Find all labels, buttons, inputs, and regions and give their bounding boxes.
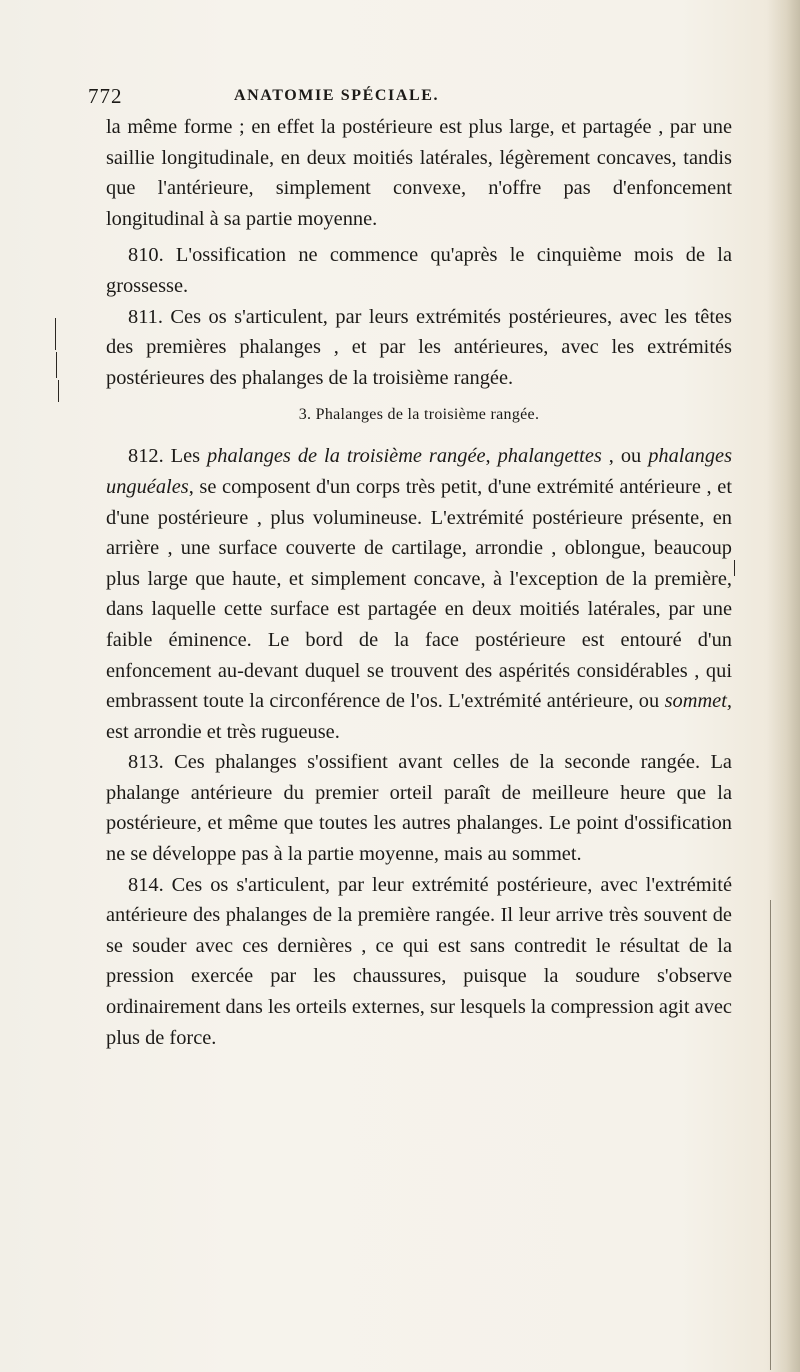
p812-number: 812. Les <box>128 445 208 468</box>
p812-text: , se composent d'un corps très petit, d'une extrémité antérieure , et d'une postérieure , plus volumineuse. L'extrémité postérieure présente, en arrière , une surface couverte de cartilage, arrondie , oblongue, beaucoup plus large que haute, et simplement concave, à l'exception de la première, dans laquelle cette surface est partagée en deux moitiés latérales, par une faible éminence. Le bord de la face postérieure est entouré d'un enfoncement au-devant duquel se trouvent des aspérités considérables , qui embrassent toute la circonférence de l'os. L'extrémité antérieure, ou <box>106 475 732 713</box>
p812-italic-term: phalangettes <box>497 445 602 468</box>
p812-italic-term: sommet, <box>664 690 732 713</box>
paragraph-813: 813. Ces phalanges s'ossifient avant celles de la seconde rangée. La phalange antérieure du premier orteil paraît de meilleure heure que la postérieure, et même que toutes les autres phalanges. Le point d'ossification ne se développe pas à la partie moyenne, mais au sommet. <box>106 751 732 866</box>
section-title: 3. Phalanges de la troisième rangée. <box>298 406 540 424</box>
p812-italic-term: phalanges unguéales <box>106 445 733 498</box>
margin-mark <box>56 352 57 378</box>
page-edge-shadow <box>766 0 800 1372</box>
margin-mark <box>58 380 59 402</box>
paragraph-continuation: la même forme ; en effet la postérieure est plus large, et partagée , par une saillie longitudinale, en deux moitiés latérales, légèrement concaves, tandis que l'antérieure, simplement convexe, n'offre pas d'enfoncement longitudinal à sa partie moyenne. <box>106 116 732 230</box>
margin-mark <box>770 900 771 1370</box>
p812-text: est arrondie et très rugueuse. <box>106 720 340 743</box>
page-header <box>88 84 728 110</box>
paragraph-814: 814. Ces os s'articulent, par leur extrémité postérieure, avec l'extrémité antérieure des phalanges de la première rangée. Il leur arrive très souvent de se souder avec ces dernières , ce qui est sans contredit le résultat de la pression exercée par les chaussures, puisque la soudure s'observe ordinairement dans les orteils externes, sur lesquels la compression agit avec plus de force. <box>106 873 732 1049</box>
p812-separator: , ou <box>601 445 649 468</box>
p812-separator: , <box>485 445 498 468</box>
body-text <box>106 112 732 1053</box>
paragraph-811: 811. Ces os s'articulent, par leurs extrémités postérieures, avec les têtes des premières phalanges , et par les antérieures, avec les extrémités postérieures des phalanges de la troisième rangée. <box>106 305 732 389</box>
p812-italic-term: phalanges de la troisième rangée <box>207 445 486 468</box>
running-head: ANATOMIE SPÉCIALE. <box>234 87 440 104</box>
paragraph-812 <box>106 441 732 747</box>
margin-mark <box>55 318 56 350</box>
margin-mark <box>734 560 735 576</box>
paragraph-810: 810. L'ossification ne commence qu'après le cinquième mois de la grossesse. <box>106 244 732 297</box>
page-number: 772 <box>88 84 123 108</box>
